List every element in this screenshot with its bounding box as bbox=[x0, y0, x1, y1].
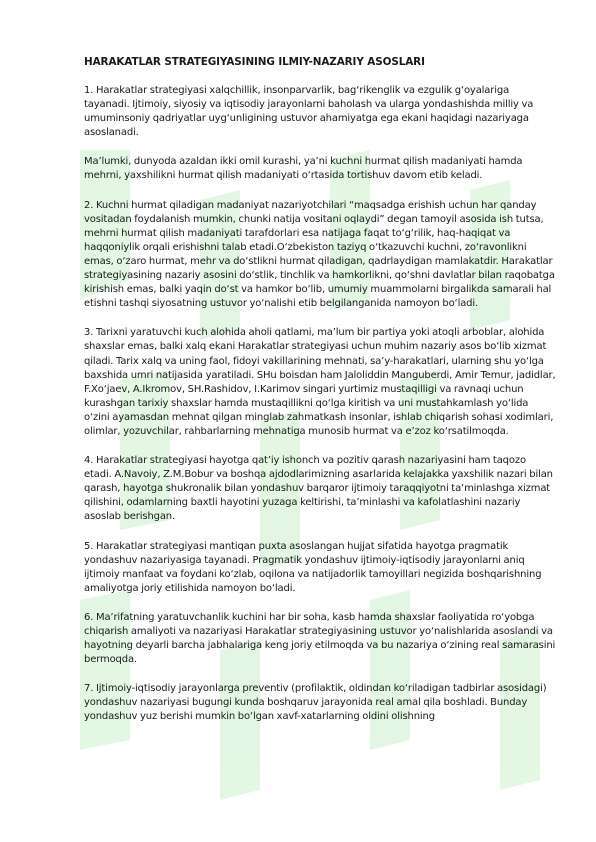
paragraph-4: 3. Tarixni yaratuvchi kuch alohida aholi qatlami, ma’lum bir partiya yoki atoqli arboblar, alohida shaxslar emas, balki xalq ekani Harakatlar strategiyasi uchun muhim nazariy asos bo‘lib xizmat qiladi. Tarix xalq va uning faol, fidoyi vakillarining mehnati, sa’y-harakatlari, ularning shu yo‘lga baxshida umri natijasida yaratiladi. SHu boisdan ham Jaloliddin Manguberdi, Amir Temur, jadidlar, F.Xo‘jaev, A.Ikromov, SH.Rashidov, I.Karimov singari yurtimiz mustaqilligi va ravnaqi uchun kurashgan tarixiy shaxslar hamda mustaqillikni qo‘lga kiritish va uni mustahkamlash yo‘lida o‘zini ayamasdan mehnat qilgan minglab zahmatkash insonlar, ishlab chiqarish sohasi xodimlari, olimlar, yozuvchilar, rahbarlarning mehnatiga munosib hurmat va e’zoz ko‘rsatilmoqda. bbox=[84, 327, 556, 437]
paragraph-3: 2. Kuchni hurmat qiladigan madaniyat nazariyotchilari “maqsadga erishish uchun har qanday vositadan foydalanish mumkin, chunki natija vositani oqlaydi” degan tamoyil asosida ish tutsa, mehrni hurmat qilish madaniyati tarafdorlari esa natijaga faqat to‘g‘rilik, haq-haqiqat va haqqoniylik orqali erishishni talab etadi.O‘zbekiston taziyq o‘tkazuvchi kuchni, zo‘ravonlikni emas, o‘zaro hurmat, mehr va do‘stlikni hurmat qiladigan, qadrlaydigan mamlakatdir. Harakatlar strategiyasining nazariy asosini do‘stlik, tinchlik va hamkorlikni, qo‘shni davlatlar bilan raqobatga kirishish emas, balki yaqin do‘st va hamkor bo‘lib, umumiy muammolarni birgalikda samarali hal etishni tashqi siyosatning ustuvor yo‘nalishi etib belgilanganida namoyon bo‘ladi. bbox=[84, 199, 555, 310]
document-page bbox=[84, 55, 556, 740]
paragraph-1: 1. Harakatlar strategiyasi xalqchillik, insonparvarlik, bag‘rikenglik va ezgulik g‘oyalariga tayanadi. Ijtimoiy, siyosiy va iqtisodiy jarayonlarni baholash va ularga yondashishda milliy va umuminsoniy qadriyatlar uyg‘unligining ustuvor ahamiyatga ega ekani haqidagi nazariyaga asoslanadi. bbox=[84, 85, 534, 139]
paragraph-7: 6. Ma’rifatning yaratuvchanlik kuchini har bir soha, kasb hamda shaxslar faoliyatida ro‘yobga chiqarish amaliyoti va nazariyasi Harakatlar strategiyasining ustuvor yo‘nalishlarida asoslandi va hayotning deyarli barcha jabhalariga keng joriy etilmoqda va bu nazariya o‘zining real samarasini bermoqda. bbox=[84, 611, 556, 666]
paragraph-6: 5. Harakatlar strategiyasi mantiqan puxta asoslangan hujjat sifatida hayotga pragmatik yondashuv nazariyasiga tayanadi. Pragmatik yondashuv ijtimoiy-iqtisodiy jarayonlarni aniq ijtimoiy manfaat va foydani ko‘zlab, oqilona va natijadorlik tamoyillari negizida boshqarishning amaliyotga joriy etilishida namoyon bo‘ladi. bbox=[84, 540, 542, 594]
paragraph-2: Ma’lumki, dunyoda azaldan ikki omil kurashi, ya’ni kuchni hurmat qilish madaniyati hamda mehrni, yaxshilikni hurmat qilish madaniyati o‘rtasida tortishuv davom etib keladi. bbox=[84, 156, 523, 182]
paragraph-5: 4. Harakatlar strategiyasi hayotga qat’iy ishonch va pozitiv qarash nazariyasini ham taqozo etadi. A.Navoiy, Z.M.Bobur va boshqa ajdodlarimizning asarlarida kelajakka yaxshilik nazari bilan qarash, hayotga shukronalik bilan yondashuv barqaror ijtimoiy taraqqiyotni ta’minlashga xizmat qilishini, odamlarning baxtli hayotini yuzaga keltirishi, ta’minlashi va kafolatlashini nazariy asoslab berishgan. bbox=[84, 455, 553, 523]
document-title: HARAKATLAR STRATEGIYASINING ILMIY-NAZARIY ASOSLARI bbox=[84, 56, 425, 68]
paragraph-8: 7. Ijtimoiy-iqtisodiy jarayonlarga preventiv (profilaktik, oldindan ko‘riladigan tadbirlar asosidagi) yondashuv nazariyasi bugungi kunda boshqaruv jarayonida real amal qila boshladi. Bunday yondashuv yuz berishi mumkin bo‘lgan xavf-xatarlarning oldini olishning bbox=[84, 683, 547, 723]
